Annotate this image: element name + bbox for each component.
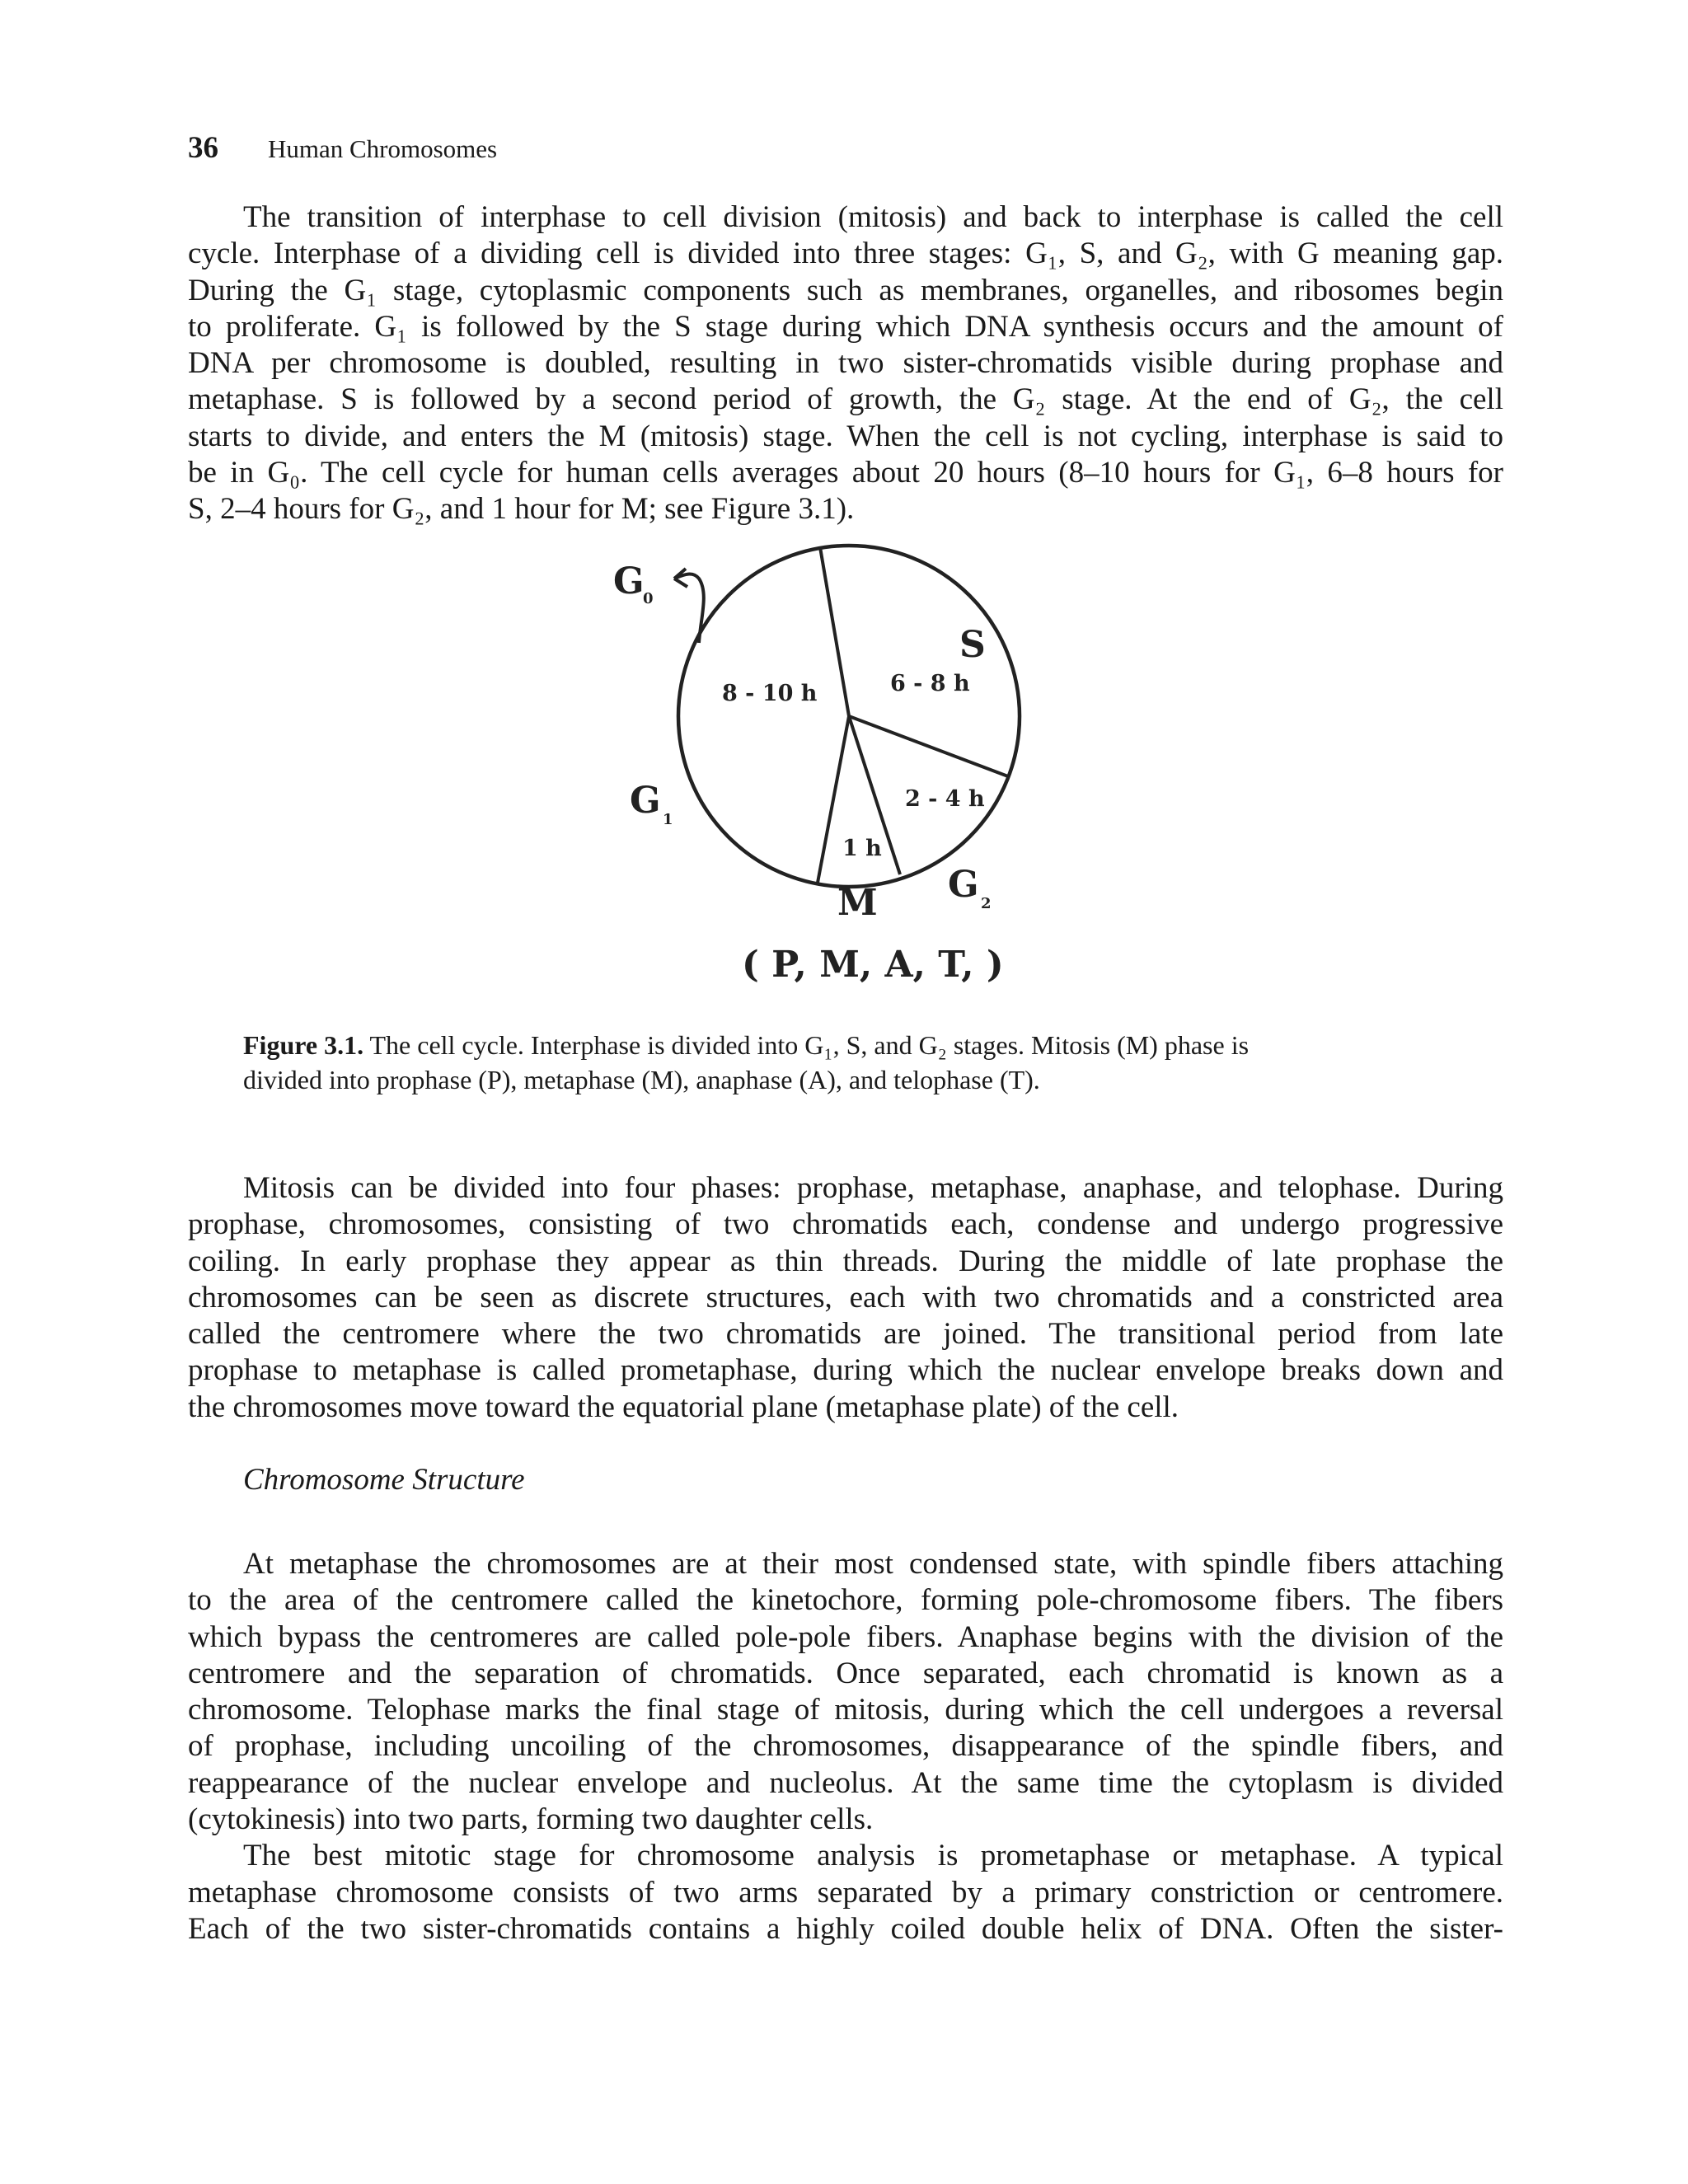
text-line: Mitosis can be divided into four phases: prophase, metaphase, anaphase, and telophase. During	[243, 1171, 1503, 1205]
mitosis-phases-label: ( P, M, A, T, )	[742, 944, 1004, 986]
text-line: During the G₁ stage, cytoplasmic components such as membranes, organelles, and ribosomes begin	[188, 273, 1503, 307]
g1-subscript: 1	[663, 811, 673, 828]
running-title: Human Chromosomes	[268, 134, 498, 163]
text-line: The transition of interphase to cell division (mitosis) and back to interphase is called the cell	[243, 200, 1503, 234]
m-label: M	[837, 882, 878, 924]
text-line: chromosomes can be seen as discrete structures, each with two chromatids and a constricted area	[188, 1280, 1503, 1315]
text-line: to proliferate. G₁ is followed by the S stage during which DNA synthesis occurs and the amount of	[188, 309, 1503, 344]
g2-subscript: 2	[981, 895, 992, 912]
running-head	[188, 130, 497, 170]
text-line: called the centromere where the two chromatids are joined. The transitional period from late	[188, 1317, 1503, 1352]
text-line: At metaphase the chromosomes are at their most condensed state, with spindle fibers attaching	[243, 1547, 1503, 1581]
g0-exit-arrow	[674, 574, 704, 643]
page-number: 36	[188, 131, 218, 165]
text-line: Each of the two sister-chromatids contains a highly coiled double helix of DNA. Often the sister-	[188, 1911, 1503, 1946]
g0-subscript: 0	[643, 590, 654, 607]
s-label: S	[959, 624, 986, 666]
divider-g1-s	[820, 547, 849, 716]
text-line: the chromosomes move toward the equatorial plane (metaphase plate) of the cell.	[188, 1390, 1179, 1424]
caption-text: The cell cycle. Interphase is divided into G₁, S, and G₂ stages. Mitosis (M) phase is	[369, 1030, 1250, 1060]
text-line: DNA per chromosome is doubled, resulting in two sister-chromatids visible during prophase and	[188, 346, 1503, 381]
m-duration-label: 1 h	[842, 836, 882, 861]
g0-label: G	[613, 560, 645, 602]
text-line: (cytokinesis) into two parts, forming two daughter cells.	[188, 1802, 874, 1837]
text-line: of prophase, including uncoiling of the chromosomes, disappearance of the spindle fibers, and	[188, 1729, 1503, 1764]
text-line: metaphase. S is followed by a second period of growth, the G₂ stage. At the end of G₂, the cell	[188, 382, 1503, 417]
text-line: cycle. Interphase of a dividing cell is divided into three stages: G₁, S, and G₂, with G meaning gap.	[188, 237, 1503, 271]
text-line: to the area of the centromere called the kinetochore, forming pole-chromosome fibers. The fibers	[188, 1583, 1503, 1618]
text-line: metaphase chromosome consists of two arms separated by a primary constriction or centromere.	[188, 1875, 1503, 1910]
g2-label: G	[948, 864, 979, 906]
cell-cycle-diagram	[577, 527, 1104, 1005]
caption-text: divided into prophase (P), metaphase (M), anaphase (A), and telophase (T).	[243, 1065, 1040, 1094]
text-line: be in G₀. The cell cycle for human cells averages about 20 hours (8–10 hours for G₁, 6–8 hours for	[188, 456, 1503, 490]
paragraph-mitosis	[188, 1170, 1503, 1426]
text-line: prophase to metaphase is called prometaphase, during which the nuclear envelope breaks down and	[188, 1353, 1503, 1388]
section-heading: Chromosome Structure	[243, 1463, 525, 1497]
cell-cycle-figure	[577, 527, 1104, 1005]
caption-label: Figure 3.1.	[243, 1030, 364, 1060]
text-line: reappearance of the nuclear envelope and nucleolus. At the same time the cytoplasm is divided	[188, 1765, 1503, 1800]
paragraph-cell-cycle	[188, 199, 1503, 528]
text-line: prophase, chromosomes, consisting of two chromatids each, condense and undergo progressive	[188, 1207, 1503, 1242]
g1-duration-label: 8 - 10 h	[722, 681, 818, 706]
s-duration-label: 6 - 8 h	[890, 671, 970, 696]
text-line: The best mitotic stage for chromosome analysis is prometaphase or metaphase. A typical	[243, 1839, 1503, 1873]
text-line: centromere and the separation of chromatids. Once separated, each chromatid is known as a	[188, 1656, 1503, 1690]
text-line: which bypass the centromeres are called pole-pole fibers. Anaphase begins with the division of the	[188, 1619, 1503, 1654]
text-line: coiling. In early prophase they appear as thin threads. During the middle of late prophase the	[188, 1244, 1503, 1278]
figure-caption	[243, 1028, 1455, 1097]
g1-label: G	[630, 780, 661, 822]
text-line: S, 2–4 hours for G₂, and 1 hour for M; see Figure 3.1).	[188, 492, 855, 527]
text-line: starts to divide, and enters the M (mitosis) stage. When the cell is not cycling, interphase is said to	[188, 419, 1503, 453]
divider-s-g2	[849, 716, 1008, 776]
text-line: chromosome. Telophase marks the final stage of mitosis, during which the cell undergoes a reversal	[188, 1693, 1503, 1727]
paragraph-chromosome-structure	[188, 1546, 1503, 1947]
g2-duration-label: 2 - 4 h	[905, 786, 985, 812]
